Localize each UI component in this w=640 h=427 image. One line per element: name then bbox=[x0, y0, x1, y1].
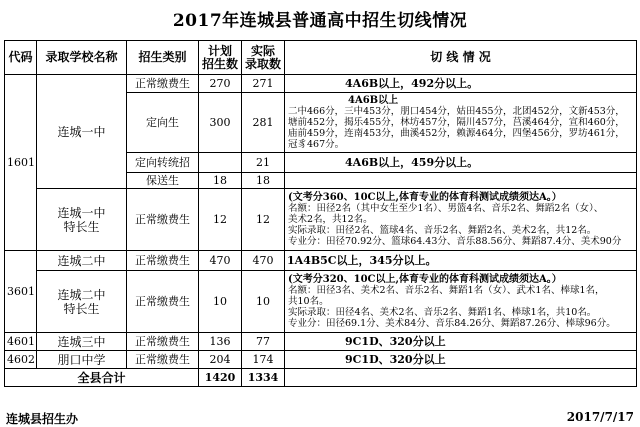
actual-cell: 174 bbox=[242, 351, 285, 369]
cutoff-line: 专业分：田径69.1分、美术84分、音乐84.26分、舞蹈87.26分、棒球96分。 bbox=[288, 318, 616, 329]
cutoff-line: 4A6B以上 bbox=[348, 95, 399, 106]
category-cell: 保送生 bbox=[127, 173, 199, 189]
planned-cell: 204 bbox=[199, 351, 242, 369]
planned-cell: 470 bbox=[199, 251, 242, 271]
actual-cell: 281 bbox=[242, 93, 285, 153]
cutoff-line: 实际录取：田径4名、美术2名、音乐2名、舞蹈1名、棒球1名，共10名。 bbox=[288, 307, 597, 318]
cutoff-line: 二中466分，三中453分，朋口454分，姑田455分，北团452分，文新453分， bbox=[288, 106, 625, 117]
code-cell: 3601 bbox=[5, 251, 37, 333]
footer bbox=[6, 410, 634, 427]
school-cell: 连城二中 bbox=[37, 251, 127, 271]
table-row bbox=[5, 271, 637, 333]
header-category: 招生类别 bbox=[127, 41, 199, 75]
actual-cell: 21 bbox=[242, 153, 285, 173]
cutoff-line: 共10名。 bbox=[288, 296, 329, 307]
cutoff-cell: 4A6B以上，459分以上。 bbox=[285, 153, 637, 173]
category-cell: 正常缴费生 bbox=[127, 189, 199, 251]
actual-cell: 77 bbox=[242, 333, 285, 351]
category-cell: 正常缴费生 bbox=[127, 251, 199, 271]
header-planned-line2: 招生数 bbox=[201, 56, 238, 71]
cutoff-line: 美术2名，共12名。 bbox=[288, 214, 373, 225]
cutoff-cell bbox=[285, 189, 637, 251]
cutoff-line: 庙前459分，连南453分，曲溪452分，赖源464分，四堡456分，罗坊461分， bbox=[288, 128, 625, 139]
cutoff-cell bbox=[285, 93, 637, 153]
header-planned bbox=[199, 41, 242, 75]
header-row bbox=[5, 41, 637, 75]
page-title: 2017年连城县普通高中招生切线情况 bbox=[172, 11, 468, 31]
category-cell: 正常缴费生 bbox=[127, 75, 199, 93]
school-name: 连城一中 bbox=[57, 205, 106, 220]
category-cell: 正常缴费生 bbox=[127, 333, 199, 351]
cutoff-cell bbox=[285, 173, 637, 189]
total-label: 全县合计 bbox=[5, 369, 199, 387]
school-cell bbox=[37, 271, 127, 333]
header-actual bbox=[242, 41, 285, 75]
planned-cell: 10 bbox=[199, 271, 242, 333]
cutoff-line: (文考分360、10C以上,体育专业的体育科测试成绩须达A。） bbox=[288, 192, 562, 203]
cutoff-line: 专业分：田径70.92分、篮球64.43分、音乐88.56分、舞蹈87.4分、美术90分 bbox=[288, 236, 622, 247]
total-actual: 1334 bbox=[242, 369, 285, 387]
actual-cell: 271 bbox=[242, 75, 285, 93]
actual-cell: 470 bbox=[242, 251, 285, 271]
school-cell: 朋口中学 bbox=[37, 351, 127, 369]
planned-cell: 136 bbox=[199, 333, 242, 351]
cutoff-line: 冠豸467分。 bbox=[288, 139, 345, 150]
code-cell: 1601 bbox=[5, 75, 37, 251]
header-actual-line1: 实际 bbox=[250, 43, 275, 58]
code-cell: 4602 bbox=[5, 351, 37, 369]
header-school: 录取学校名称 bbox=[37, 41, 127, 75]
school-name: 连城二中 bbox=[57, 287, 106, 302]
table-row bbox=[5, 333, 637, 351]
planned-cell: 12 bbox=[199, 189, 242, 251]
planned-cell: 270 bbox=[199, 75, 242, 93]
cutoff-cell bbox=[285, 271, 637, 333]
header-code: 代码 bbox=[5, 41, 37, 75]
cutoff-line: 名额：田径2名（其中女生至少1名）、男篮4名、音乐2名、舞蹈2名（女）、 bbox=[288, 203, 604, 214]
cutoff-cell: 9C1D、320分以上 bbox=[285, 333, 637, 351]
footer-office: 连城县招生办 bbox=[6, 412, 79, 426]
table-row bbox=[5, 351, 637, 369]
school-subtitle: 特长生 bbox=[63, 301, 100, 316]
school-subtitle: 特长生 bbox=[63, 219, 100, 234]
school-cell: 连城一中 bbox=[37, 75, 127, 189]
cutoff-line: 名额：田径3名、美术2名、音乐2名、舞蹈1名（女）、武术1名、棒球1名， bbox=[288, 285, 605, 296]
cutoff-line: 塘前452分，揭乐455分，林坊457分，隔川457分，莒溪464分，宣和460分， bbox=[288, 117, 625, 128]
total-row bbox=[5, 369, 637, 387]
actual-cell: 18 bbox=[242, 173, 285, 189]
school-cell: 连城三中 bbox=[37, 333, 127, 351]
code-cell: 4601 bbox=[5, 333, 37, 351]
header-planned-line1: 计划 bbox=[207, 43, 232, 58]
cutoff-cell: 1A4B5C以上，345分以上。 bbox=[285, 251, 637, 271]
table-row bbox=[5, 251, 637, 271]
planned-cell bbox=[199, 153, 242, 173]
footer-date: 2017/7/17 bbox=[566, 410, 634, 424]
table-row bbox=[5, 189, 637, 251]
cutoff-cell: 9C1D、320分以上 bbox=[285, 351, 637, 369]
planned-cell: 18 bbox=[199, 173, 242, 189]
actual-cell: 10 bbox=[242, 271, 285, 333]
header-actual-line2: 录取数 bbox=[244, 56, 281, 71]
total-planned: 1420 bbox=[199, 369, 242, 387]
category-cell: 定向生 bbox=[127, 93, 199, 153]
header-cutoff: 切 线 情 况 bbox=[285, 41, 637, 75]
category-cell: 正常缴费生 bbox=[127, 271, 199, 333]
category-cell: 正常缴费生 bbox=[127, 351, 199, 369]
planned-cell: 300 bbox=[199, 93, 242, 153]
school-cell bbox=[37, 189, 127, 251]
total-cutoff bbox=[285, 369, 637, 387]
cutoff-line: (文考分320、10C以上,体育专业的体育科测试成绩须达A。） bbox=[288, 274, 562, 285]
admission-table bbox=[4, 40, 637, 387]
cutoff-cell: 4A6B以上，492分以上。 bbox=[285, 75, 637, 93]
cutoff-line: 实际录取：田径2名、篮球4名、音乐2名、舞蹈2名、美术2名，共12名。 bbox=[288, 225, 597, 236]
table-row bbox=[5, 75, 637, 93]
actual-cell: 12 bbox=[242, 189, 285, 251]
category-cell: 定向转统招 bbox=[127, 153, 199, 173]
